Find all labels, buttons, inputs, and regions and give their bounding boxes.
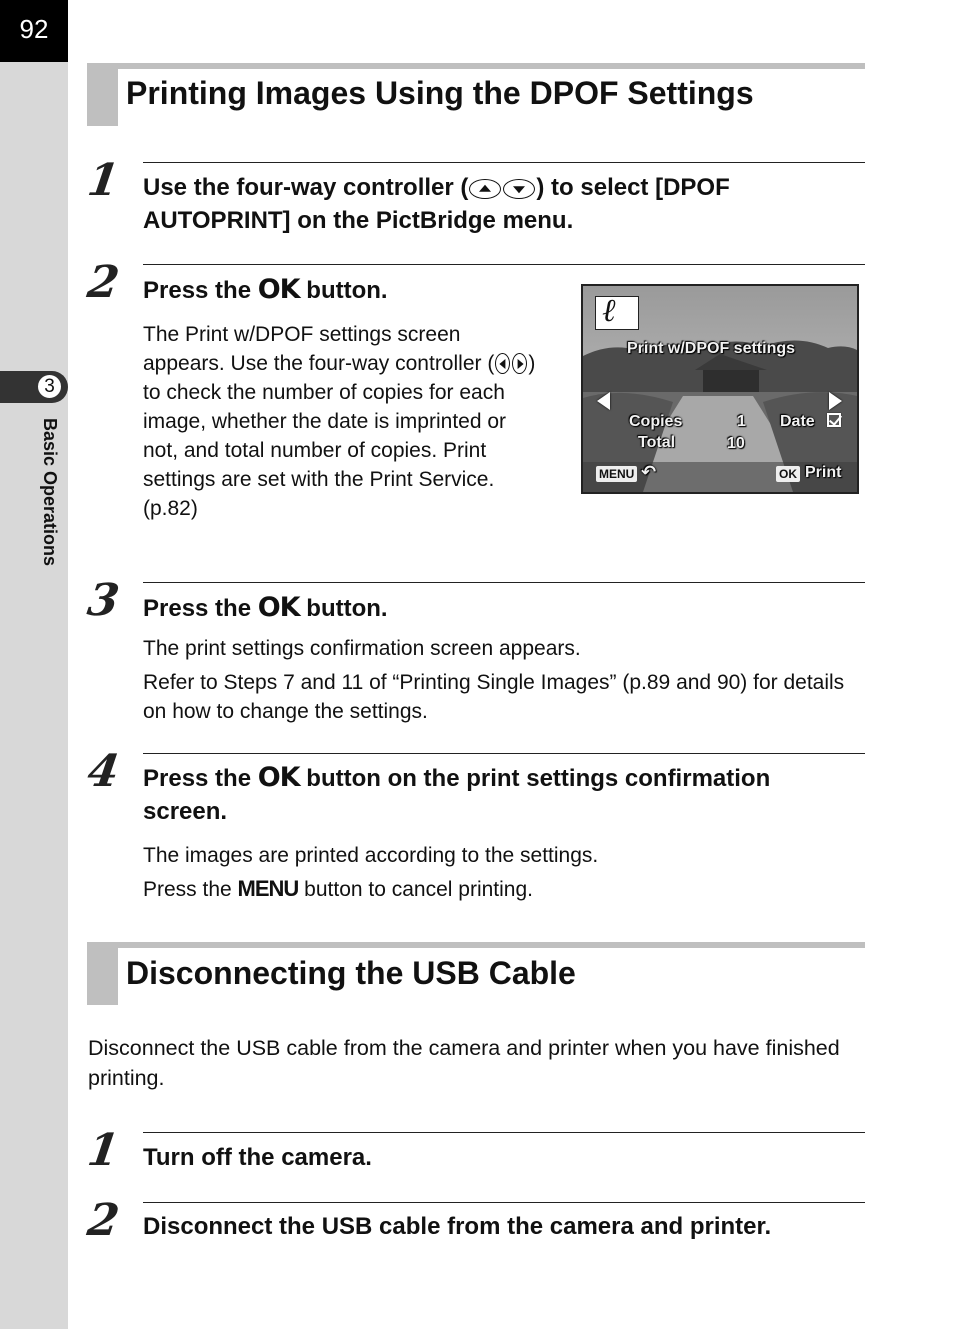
step-body-text: The Print w/DPOF settings screen appears. Use the four-way controller (	[143, 323, 495, 375]
copies-label: Copies	[629, 413, 683, 430]
ok-button-glyph: OK	[257, 274, 300, 305]
right-arrow-icon	[829, 392, 842, 410]
step-body-text: ) to check the number of copies for each image, whether the date is imprinted or not, and total number of copies. Print settings are set with the Print Service. (p.82)	[143, 352, 536, 520]
menu-button-glyph: MENU	[237, 876, 299, 901]
ok-badge: OK	[776, 466, 800, 482]
step-divider	[143, 264, 865, 265]
chapter-label	[30, 418, 70, 598]
section-title: Printing Images Using the DPOF Settings	[126, 75, 754, 111]
step-body: The images are printed according to the settings.	[143, 844, 599, 867]
step-body	[143, 320, 538, 523]
page-number-box	[0, 0, 68, 62]
step-number: 3	[84, 575, 123, 626]
menu-badge: MENU	[596, 466, 637, 482]
step-heading-text: button.	[299, 595, 388, 622]
total-value: 10	[727, 435, 745, 452]
left-arrow-icon	[597, 392, 610, 410]
step-heading: Disconnect the USB cable from the camera and printer.	[143, 1213, 772, 1240]
step-heading-text: button.	[299, 277, 388, 304]
step-divider	[143, 1132, 865, 1133]
left-button-icon	[495, 353, 510, 374]
camera-screen-illustration	[581, 284, 859, 494]
copies-value: 1	[737, 413, 746, 430]
section-header-block	[87, 942, 118, 1005]
back-icon: ↶	[641, 462, 657, 482]
step-heading: Turn off the camera.	[143, 1144, 372, 1171]
chapter-number: 3	[36, 373, 63, 400]
step-body-text: button to cancel printing.	[298, 878, 533, 901]
step-divider	[143, 162, 865, 163]
step-heading	[143, 591, 388, 625]
screen-title: Print w/DPOF settings	[627, 340, 796, 357]
step-heading	[143, 273, 388, 307]
step-heading	[143, 171, 843, 237]
step-heading-text: Press the	[143, 595, 258, 622]
ok-button-glyph: OK	[257, 762, 300, 793]
step-body	[143, 874, 843, 904]
page-number: 92	[19, 14, 49, 44]
step-heading-text: Press the	[143, 277, 258, 304]
section-intro: Disconnect the USB cable from the camera and printer when you have finished printing.	[88, 1036, 840, 1090]
down-button-icon	[503, 179, 535, 199]
pictbridge-icon: ℓ	[595, 296, 639, 330]
step-divider	[143, 582, 865, 583]
section-header-block	[87, 63, 118, 126]
page-margin-band	[0, 0, 68, 1329]
date-label: Date	[780, 413, 815, 430]
step-number: 1	[84, 1125, 123, 1176]
step-heading-text: ) to select [DPOF AUTOPRINT] on the PictBridge menu.	[143, 174, 730, 234]
step-number: 1	[84, 155, 123, 206]
step-body-text: Press the	[143, 878, 238, 901]
step-divider	[143, 753, 865, 754]
step-body: Refer to Steps 7 and 11 of “Printing Single Images” (p.89 and 90) for details on how to change the settings.	[143, 671, 845, 723]
up-button-icon	[469, 179, 501, 199]
step-number: 2	[84, 257, 123, 308]
step-heading-text: Use the four-way controller (	[143, 174, 469, 201]
step-number: 2	[84, 1195, 123, 1246]
total-label: Total	[638, 434, 676, 451]
date-checkbox-icon	[827, 413, 841, 427]
print-label: Print	[805, 464, 842, 481]
section-title: Disconnecting the USB Cable	[126, 955, 576, 991]
step-heading-text: button on the print settings confirmation screen.	[143, 765, 771, 825]
chapter-title: Basic Operations	[40, 418, 60, 567]
step-number: 4	[84, 746, 123, 797]
right-button-icon	[512, 353, 527, 374]
section-header-bar	[87, 942, 865, 948]
step-heading	[143, 761, 848, 828]
step-body: The print settings confirmation screen appears.	[143, 637, 581, 660]
step-divider	[143, 1202, 865, 1203]
section-header-bar	[87, 63, 865, 69]
ok-button-glyph: OK	[257, 592, 300, 623]
step-heading-text: Press the	[143, 765, 258, 792]
